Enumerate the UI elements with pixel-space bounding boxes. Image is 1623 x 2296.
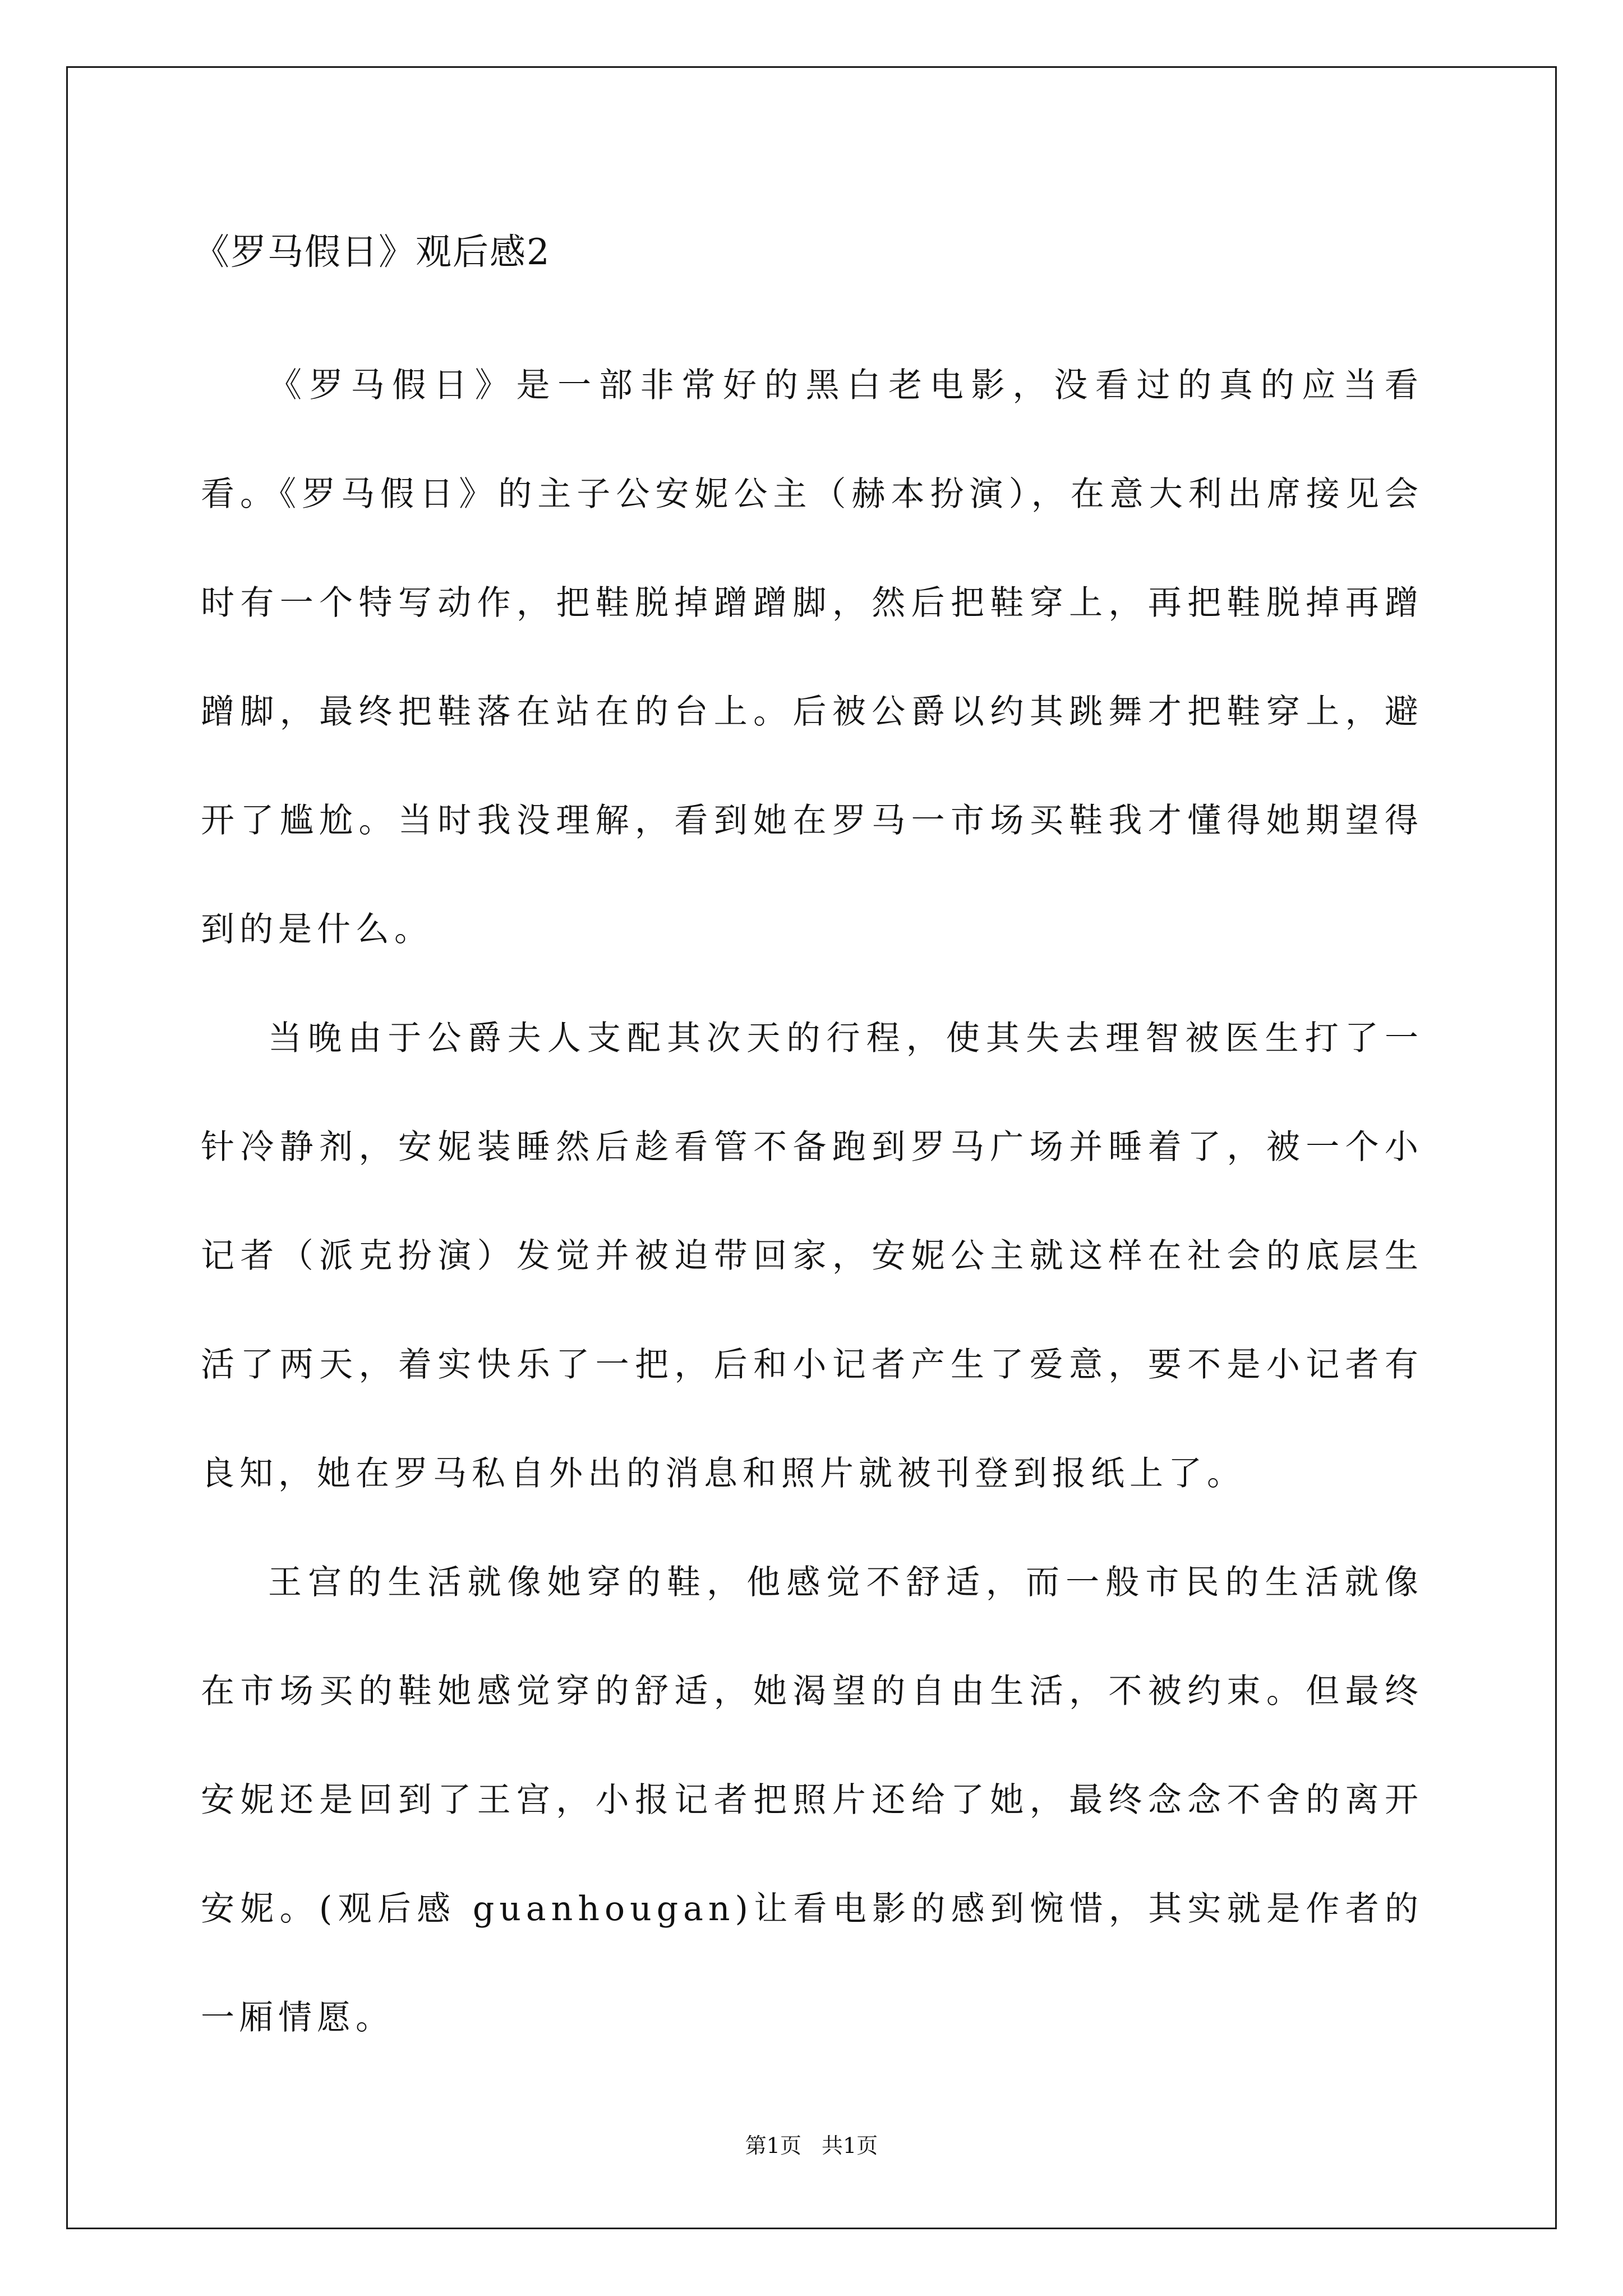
page-number: 第1页 — [745, 2133, 801, 2158]
page-footer — [0, 2132, 1623, 2160]
document-body — [201, 331, 1423, 2072]
paragraph-2: 当晚由于公爵夫人支配其次天的行程，使其失去理智被医生打了一针冷静剂，安妮装睡然后趁看管不备跑到罗马广场并睡着了，被一个小记者（派克扮演）发觉并被迫带回家，安妮公主就这样在社会的底层生活了两天，着实快乐了一把，后和小记者产生了爱意，要不是小记者有良知，她在罗马私自外出的消息和照片就被刊登到报纸上了。 — [201, 1019, 1423, 1493]
document-title: 《罗马假日》观后感2 — [193, 232, 551, 273]
paragraph-1: 《罗马假日》是一部非常好的黑白老电影，没看过的真的应当看看。《罗马假日》的主子公安妮公主（赫本扮演），在意大利出席接见会时有一个特写动作，把鞋脱掉蹭蹭脚，然后把鞋穿上，再把鞋脱掉再蹭蹭脚，最终把鞋落在站在的台上。后被公爵以约其跳舞才把鞋穿上，避开了尴尬。当时我没理解，看到她在罗马一市场买鞋我才懂得她期望得到的是什么。 — [201, 366, 1423, 949]
page-total: 共1页 — [822, 2133, 878, 2158]
paragraph-3: 王宫的生活就像她穿的鞋，他感觉不舒适，而一般市民的生活就像在市场买的鞋她感觉穿的舒适，她渴望的自由生活，不被约束。但最终安妮还是回到了王宫，小报记者把照片还给了她，最终念念不舍的离开安妮。(观后感 guanhougan)让看电影的感到惋惜，其实就是作者的一厢情愿。 — [201, 1563, 1423, 2037]
